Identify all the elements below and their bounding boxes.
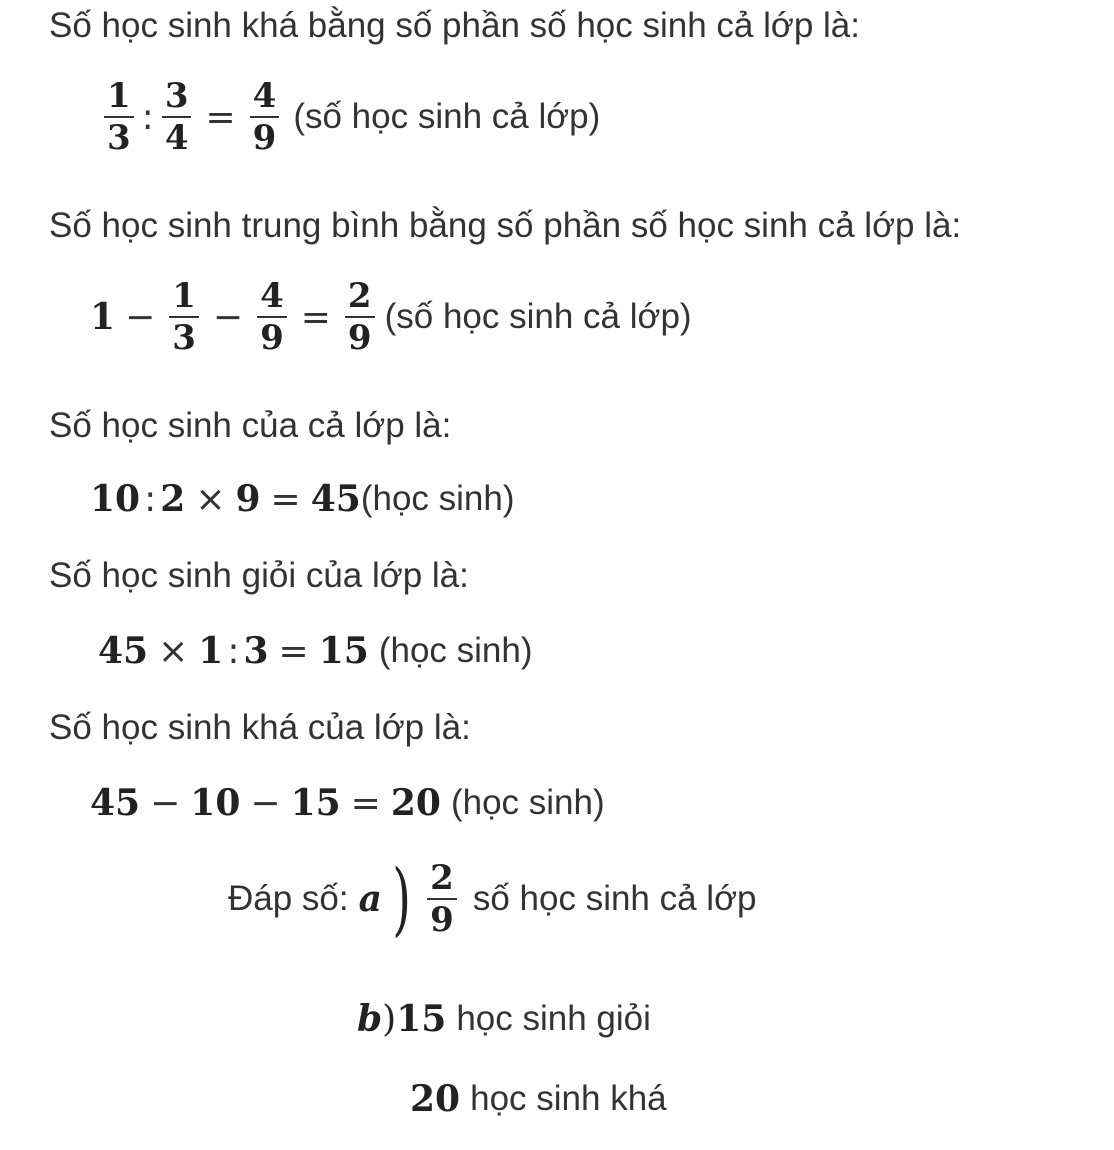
equation-khá-fraction [100,76,600,158]
equation-giỏi [98,630,533,672]
minus-operator: − [212,296,244,338]
divide-operator: : [141,96,154,138]
part-b-paren: ) [382,998,397,1040]
result: 15 [318,630,369,672]
fraction-result [345,276,375,358]
denominator: 4 [164,118,189,158]
answer-b-text: học sinh giỏi [456,999,651,1038]
operand: 45 [90,782,141,824]
equation-note: (số học sinh cả lớp) [293,97,601,136]
part-a-marker: a [358,878,382,920]
line-giỏi-intro: Số học sinh giỏi của lớp là: [49,556,469,595]
equals-sign: = [278,630,309,672]
operand: 10 [190,782,241,824]
operand: 1 [198,630,224,672]
operand: 2 [160,478,186,520]
equation-note: (học sinh) [378,631,533,670]
answer-part-b [357,998,651,1040]
divide-operator: : [227,630,240,672]
operand: 10 [90,478,141,520]
line-class-total-intro: Số học sinh của cả lớp là: [49,406,452,445]
answer-c-text: học sinh khá [470,1079,667,1118]
denominator: 3 [107,118,131,158]
equation-note: (số học sinh cả lớp) [384,297,692,336]
denominator: 9 [252,118,277,158]
minus-operator: − [125,296,156,338]
numerator: 2 [347,276,372,316]
line-khá-fraction-intro: Số học sinh khá bằng số phần số học sinh cả lớp là: [49,6,860,45]
numerator: 2 [430,858,454,898]
equation-trung-bình-fraction [90,276,692,358]
result: 45 [310,478,361,520]
equation-note: (học sinh) [360,479,515,518]
part-b-marker: b [357,998,383,1040]
answer-c-value: 20 [410,1078,461,1120]
fraction-answer-a [427,858,457,940]
minus-operator: − [250,782,281,824]
equals-sign: = [270,478,301,520]
equals-sign: = [300,296,331,338]
times-operator: × [158,630,189,672]
line-trung-bình-fraction-intro: Số học sinh trung bình bằng số phần số học sinh cả lớp là: [49,206,962,245]
answer-label: Đáp số: [228,879,349,918]
operand: 15 [290,782,341,824]
line-khá-intro: Số học sinh khá của lớp là: [49,708,471,747]
times-operator: × [195,478,226,520]
fraction-result [250,76,280,158]
answer-part-a [228,852,757,945]
equation-khá [90,782,605,824]
divide-operator: : [144,478,157,520]
numerator: 1 [172,276,196,316]
operand: 45 [98,630,149,672]
fraction-one-third [104,76,134,158]
equation-class-total [90,478,515,520]
numerator: 4 [252,76,277,116]
numerator: 1 [107,76,131,116]
fraction-four-ninths [257,276,287,358]
numerator: 3 [164,76,189,116]
numerator: 4 [260,276,284,316]
answer-b-value: 15 [396,998,447,1040]
equals-sign: = [350,782,381,824]
operand: 9 [235,478,261,520]
equals-sign: = [205,96,236,138]
fraction-three-fourths [162,76,192,158]
minus-operator: − [150,782,181,824]
denominator: 3 [172,318,196,358]
answer-part-c [410,1078,667,1120]
denominator: 9 [430,900,454,940]
whole-number: 1 [90,296,116,338]
denominator: 9 [347,318,372,358]
fraction-one-third [169,276,199,358]
big-paren: ) [392,852,411,945]
answer-a-text: số học sinh cả lớp [472,879,757,918]
operand: 3 [243,630,269,672]
denominator: 9 [260,318,284,358]
result: 20 [390,782,441,824]
equation-note: (học sinh) [450,783,605,822]
